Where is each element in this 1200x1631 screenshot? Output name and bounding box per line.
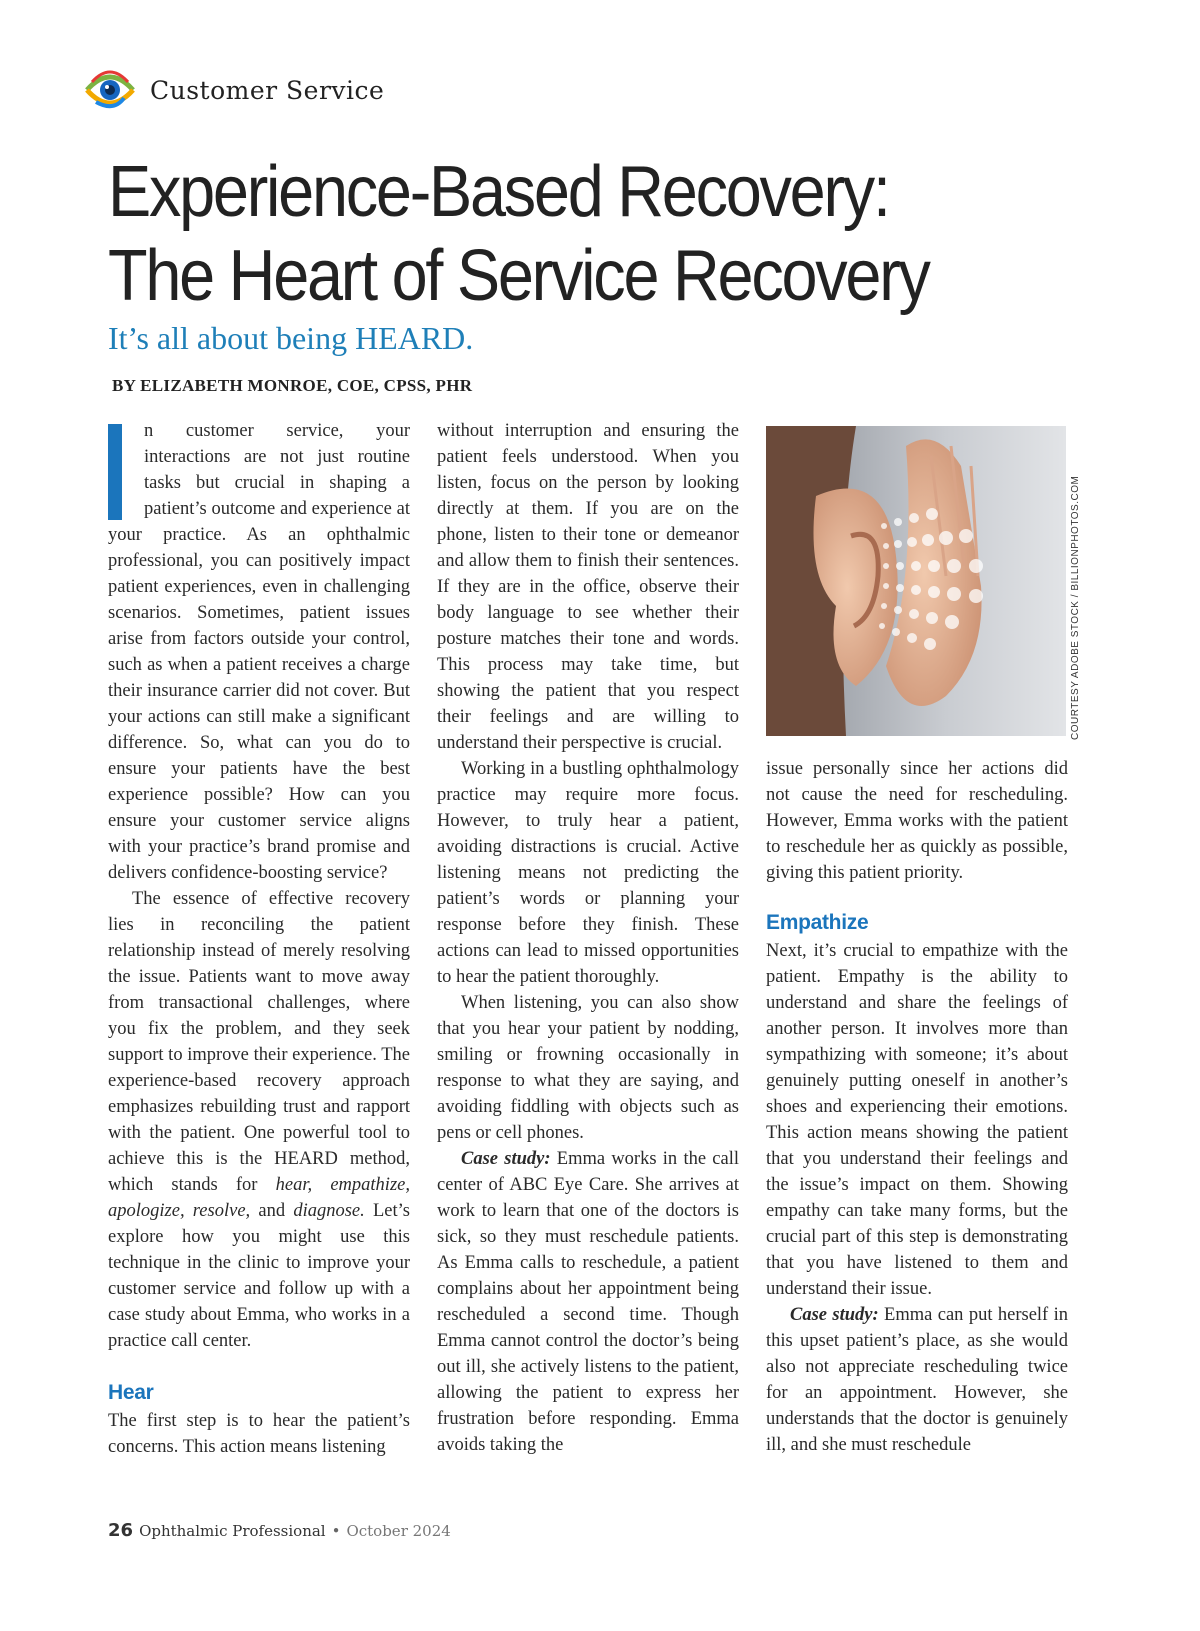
paragraph-empathize: Next, it’s crucial to empathize with the patient. Empathy is the ability to understand and share the feelings of another person. It involves more than sympathizing with someone; it’s about genuinely putting oneself in another’s shoes and experiencing their emotions. This action means showing the patient that you understand their feelings and the issue’s impact on them. Showing empathy can take many forms, but the crucial part of this step is demonstrating that you have listened to them and understand their issue.	[766, 941, 1068, 1299]
section-header	[84, 68, 384, 112]
article-subtitle: It’s all about being HEARD.	[108, 320, 474, 356]
heading-hear: Hear	[108, 1381, 154, 1404]
section-label: Customer Service	[150, 75, 385, 105]
title-line-1: Experience-Based Recovery:	[108, 152, 889, 232]
page-number: 26	[108, 1520, 134, 1541]
column-2	[437, 418, 739, 1458]
paragraph-focus: Working in a bustling ophthalmology practice may require more focus. However, to truly hear a patient, avoiding distractions is crucial. Active listening means not predicting the patient’s words or planning your response before they finish. These actions can lead to missed opportunities to hear the patient thoroughly.	[437, 759, 739, 987]
heading-empathize: Empathize	[766, 911, 869, 934]
publication-name: Ophthalmic Professional	[139, 1522, 326, 1540]
paragraph-hear-cont: without interruption and ensuring the patient feels understood. When you listen, focus on the person by looking directly at them. If you are on the phone, listen to their tone or demeanor and allow them to finish their sentences. If they are in the office, observe their body language to see whether their posture matches their tone and words. This process may take time, but showing the patient that you respect their feelings and are willing to understand their perspective is crucial.	[437, 421, 739, 753]
paragraph-case-study-1-cont: issue personally since her actions did not cause the need for rescheduling. However, Emma works with the patient to reschedule her as quickly as possible, giving this patient priority.	[766, 759, 1068, 883]
ear-photo-illustration	[766, 426, 1066, 736]
photo-credit: COURTESY ADOBE STOCK / BILLIONPHOTOS.COM	[1070, 475, 1081, 740]
article-title	[108, 150, 1008, 318]
drop-cap	[108, 424, 122, 520]
paragraph-heard-method: The essence of effective recovery lies in reconciling the patient relationship instead of merely resolving the issue. Patients want to move away from transactional challenges, where you fix the problem, and they seek support to improve their experience. The experience-based recovery approach emphasizes rebuilding trust and rapport with the patient. One powerful tool to achieve this is the HEARD method, which stands for hear, empathize, apologize, resolve, and diagnose. Let’s explore how you might use this technique in the clinic to improve your customer service and follow up with a case study about Emma, who works in a practice call center.	[108, 889, 410, 1351]
eye-logo-icon	[84, 68, 136, 112]
listening-ear-photo	[766, 426, 1066, 736]
title-line-2: The Heart of Service Recovery	[108, 236, 929, 316]
paragraph-hear: The first step is to hear the patient’s concerns. This action means listening	[108, 1411, 410, 1457]
issue-date: October 2024	[346, 1522, 451, 1540]
byline: BY ELIZABETH MONROE, COE, CPSS, PHR	[112, 376, 473, 395]
paragraph-case-study-1: Case study: Emma works in the call center of ABC Eye Care. She arrives at work to learn that one of the doctors is sick, so they must reschedule patients. As Emma calls to reschedule, a patient complains about her appointment being rescheduled a second time. Though Emma cannot control the doctor’s being out ill, she actively listens to the patient, allowing the patient to express her frustration before responding. Emma avoids taking the	[437, 1149, 739, 1455]
page-footer	[108, 1520, 451, 1541]
column-3	[766, 756, 1068, 1458]
paragraph-case-study-2: Case study: Emma can put herself in this upset patient’s place, as she would also not appreciate rescheduling twice for an appointment. However, she understands that the doctor is genuinely ill, and she must reschedule	[766, 1305, 1069, 1455]
intro-paragraph: n customer service, your interactions are not just routine tasks but crucial in shaping a patient’s outcome and experience at your practice. As an ophthalmic professional, you can positively impact patient experiences, even in challenging scenarios. Sometimes, patient issues arise from factors outside your control, such as when a patient receives a charge their insurance carrier did not cover. But your actions can still make a significant difference. So, what can you do to ensure your patients have the best experience possible? How can you ensure your customer service aligns with your practice’s brand promise and delivers confidence-boosting service?	[108, 421, 410, 883]
paragraph-nonverbal: When listening, you can also show that you hear your patient by nodding, smiling or frowning occasionally in response to what they are saying, and avoiding fiddling with objects such as pens or cell phones.	[437, 993, 739, 1143]
footer-separator: •	[331, 1522, 341, 1540]
column-1	[108, 418, 410, 1460]
